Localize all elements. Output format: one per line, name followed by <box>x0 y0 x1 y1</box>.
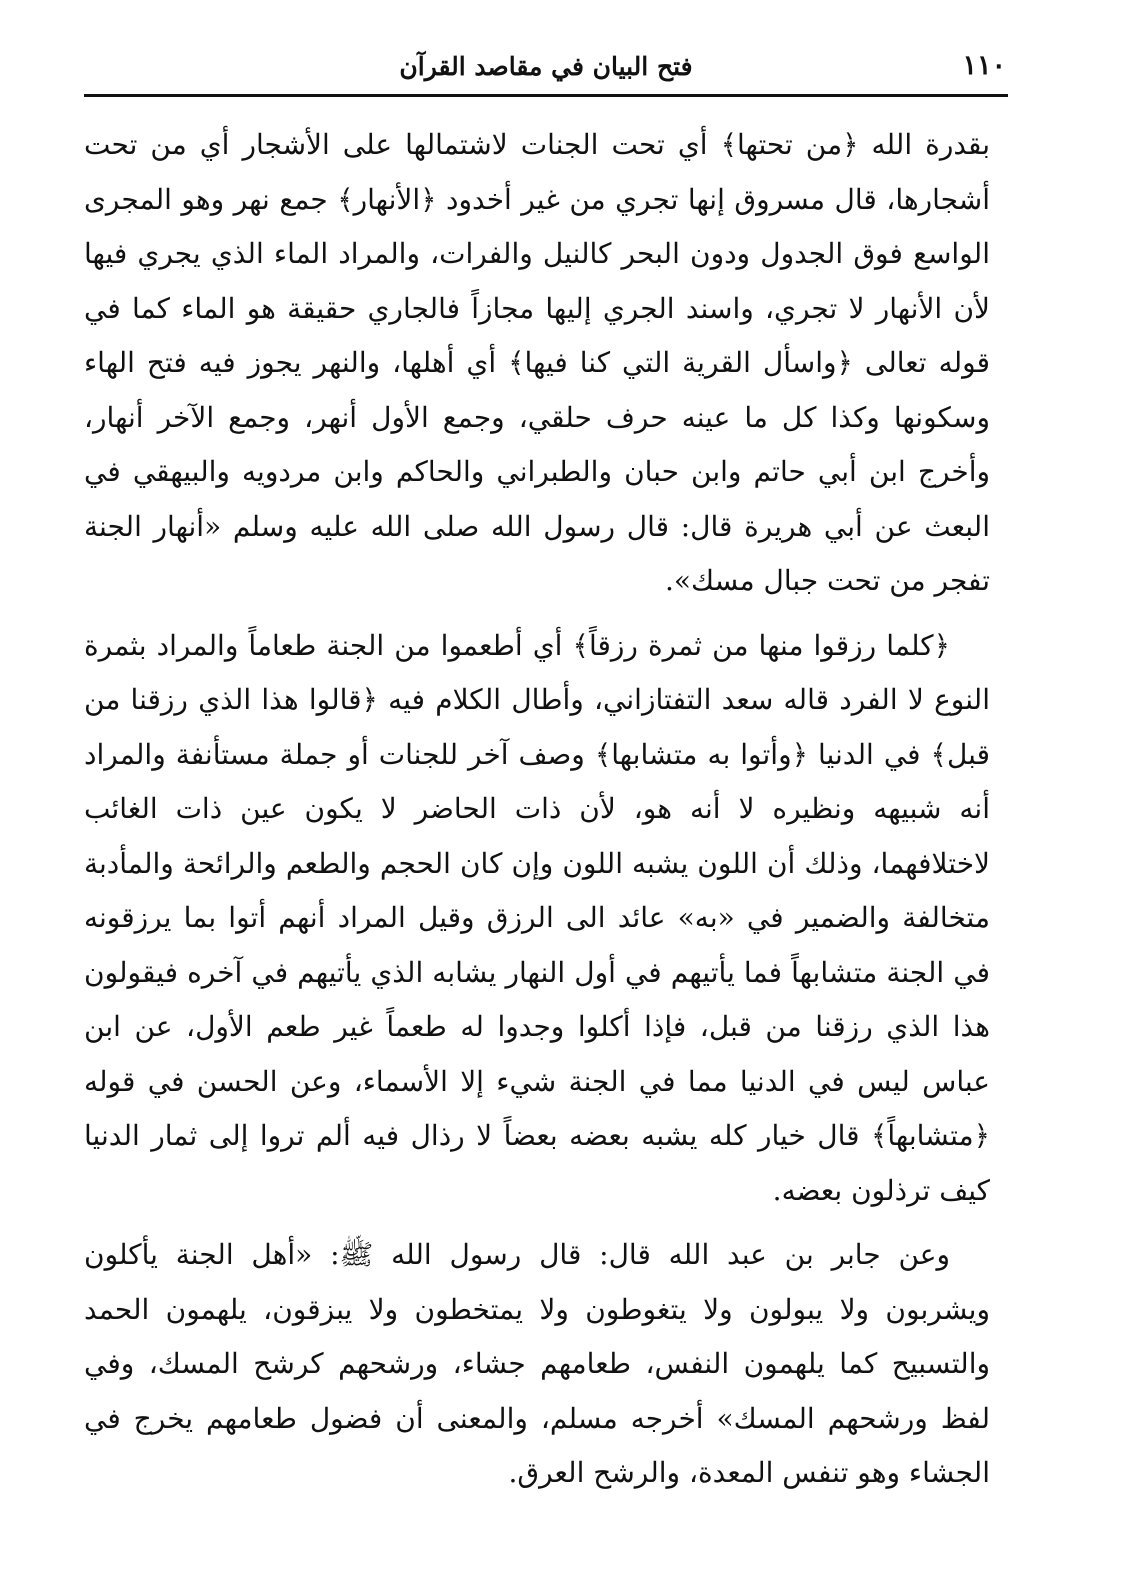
body-text <box>84 118 990 1501</box>
paragraph-1: بقدرة الله ﴿من تحتها﴾ أي تحت الجنات لاشتمالها على الأشجار أي من تحت أشجارها، قال مسروق إنها تجري من غير أخدود ﴿الأنهار﴾ جمع نهر وهو المجرى الواسع فوق الجدول ودون البحر كالنيل والفرات، والمراد الماء الذي يجري فيها لأن الأنهار لا تجري، واسند الجري إليها مجازاً فالجاري حقيقة هو الماء كما في قوله تعالى ﴿واسأل القرية التي كنا فيها﴾ أي أهلها، والنهر يجوز فيه فتح الهاء وسكونها وكذا كل ما عينه حرف حلقي، وجمع الأول أنهر، وجمع الآخر أنهار، وأخرج ابن أبي حاتم وابن حبان والطبراني والحاكم وابن مردويه والبيهقي في البعث عن أبي هريرة قال: قال رسول الله صلى الله عليه وسلم «أنهار الجنة تفجر من تحت جبال مسك». <box>84 128 990 597</box>
page-header <box>86 44 1006 92</box>
paragraph-2: ﴿كلما رزقوا منها من ثمرة رزقاً﴾ أي أطعموا من الجنة طعاماً والمراد بثمرة النوع لا الفرد قاله سعد التفتازاني، وأطال الكلام فيه ﴿قالوا هذا الذي رزقنا من قبل﴾ في الدنيا ﴿وأتوا به متشابها﴾ وصف آخر للجنات أو جملة مستأنفة والمراد أنه شبيهه ونظيره لا أنه هو، لأن ذات الحاضر لا يكون عين ذات الغائب لاختلافهما، وذلك أن اللون يشبه اللون وإن كان الحجم والطعم والرائحة والمأدبة متخالفة والضمير في «به» عائد الى الرزق وقيل المراد أنهم أتوا بما يرزقونه في الجنة متشابهاً فما يأتيهم في أول النهار يشابه الذي يأتيهم في آخره فيقولون هذا الذي رزقنا من قبل، فإذا أكلوا وجدوا له طعماً غير طعم الأول، عن ابن عباس ليس في الدنيا مما في الجنة شيء إلا الأسماء، وعن الحسن في قوله ﴿متشابهاً﴾ قال خيار كله يشبه بعضه بعضاً لا رذال فيه ألم تروا إلى ثمار الدنيا كيف ترذلون بعضه. <box>84 628 991 1207</box>
running-title: فتح البيان في مقاصد القرآن <box>399 52 693 81</box>
page-number: ١١٠ <box>962 50 1006 81</box>
paragraph-3: وعن جابر بن عبد الله قال: قال رسول الله ﷺ: «أهل الجنة يأكلون ويشربون ولا يبولون ولا يتغوطون ولا يمتخطون ولا يبزقون، يلهمون الحمد والتسبيح كما يلهمون النفس، طعامهم جشاء، ورشحهم كرشح المسك، وفي لفظ ورشحهم المسك» أخرجه مسلم، والمعنى أن فضول طعامهم يخرج في الجشاء وهو تنفس المعدة، والرشح العرق. <box>84 1238 991 1489</box>
header-divider <box>84 94 1008 97</box>
